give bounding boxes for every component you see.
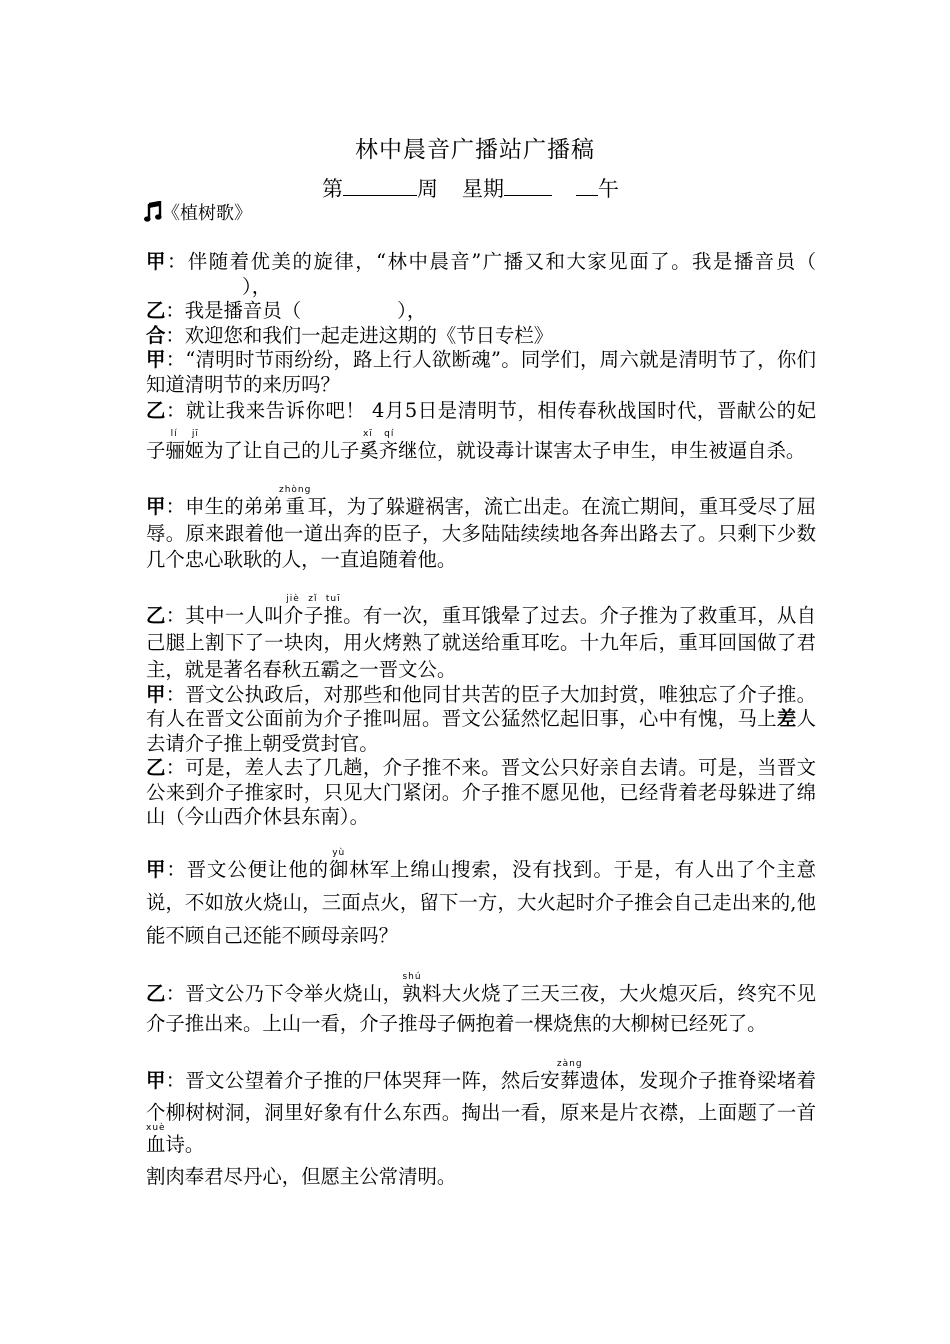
paragraph: 乙：我是播音员（ ）， [146,299,427,322]
paragraph: 乙：其中一人叫介子推jiè zǐ tuī。有一次，重耳饿晕了过去。介子推为了救重耳，从自己腿上割下了一块肉，用火烤熟了就送给重耳吃。十九年后，重耳回国做了君主，就是著名春秋五霸之一晋文公。 [146,593,817,681]
song-line [144,200,252,228]
paragraph: 甲：伴随着优美的旋律，“林中晨音”广播又和大家见面了。我是播音员（）， [146,250,817,298]
pinyin-annotation: 葬zàng [556,1058,583,1092]
week-suffix: 周 [417,177,438,201]
speaker-label: 甲 [146,250,167,273]
paragraph: 甲：晋文公执政后，对那些和他同甘共苦的臣子大加封赏，唯独忘了介子推。有人在晋文公面前为介子推叫屈。晋文公猛然忆起旧事，心中有愧，马上差人去请介子推上朝受赏封官。 [146,682,817,755]
noon-suffix: 午 [598,177,619,201]
paragraph: 乙：就让我来告诉你吧！ 4月5日是清明节，相传春秋战国时代，晋献公的妃子骊姬lí jī为了让自己的儿子奚齐xī qí继位，就设毒计谋害太子申生，申生被逼自杀。 [146,399,817,462]
pinyin-annotation: 孰shú [402,971,423,1005]
speaker-label: 甲 [146,857,167,881]
paragraph: 甲：申生的弟弟重zhòng耳，为了躲避祸害，流亡出走。在流亡期间，重耳受尽了屈辱。原来跟着他一道出奔的臣子，大多陆陆续续地各奔出路去了。只剩下少数几个忠心耿耿的人，一直追随着他。 [146,485,817,571]
weekday-label: 星期 [462,177,504,201]
date-line [322,173,619,204]
script-body [146,250,816,1189]
music-note-icon [144,201,162,223]
paragraph: 乙：晋文公乃下令举火烧山，孰shú料大火烧了三天三夜，大火熄灭后，终究不见介子推出来。上山一看，介子推母子俩抱着一棵烧焦的大柳树已经死了。 [146,971,817,1035]
paragraph: 甲：“清明时节雨纷纷，路上行人欲断魂”。同学们，周六就是清明节了，你们知道清明节的来历吗？ [146,348,817,396]
paragraph: 合：欢迎您和我们一起走进这期的《节日专栏》 [146,323,554,347]
speaker-label: 甲 [146,682,166,706]
speaker-label: 乙 [146,399,166,422]
pinyin-annotation: 骊姬lí jī [165,429,205,462]
speaker-label: 乙 [146,981,166,1005]
speaker-label: 合 [146,323,166,347]
page-title: 林中晨音广播站广播稿 [355,137,595,163]
speaker-label: 甲 [146,495,166,518]
pinyin-annotation: 奚齐xī qí [359,429,399,462]
week-prefix: 第 [322,177,343,201]
paragraph: 甲：晋文公望着介子推的尸体哭拜一阵，然后安葬zàng遗体，发现介子推脊梁堵着个柳树树洞，洞里好象有什么东西。掏出一看，原来是片衣襟，上面题了一首血xuè诗。 [146,1058,817,1156]
weekday-blank [504,173,552,196]
speaker-label: 乙 [146,299,166,322]
speaker-label: 乙 [146,603,166,627]
poem-line: 割肉奉君尽丹心，但愿主公常清明。 [146,1164,457,1188]
speaker-label: 甲 [146,348,166,371]
pinyin-annotation: 介子推jiè zǐ tuī [284,593,344,627]
paragraph: 乙：可是，差人去了几趟，介子推不来。晋文公只好亲自去请。可是，当晋文公来到介子推家时，只见大门紧闭。介子推不愿见他，已经背着老母躲进了绵山（今山西介休县东南）。 [146,756,817,828]
noon-blank [576,173,598,196]
song-title: 《植树歌》 [162,203,252,224]
speaker-label: 乙 [146,756,166,779]
pinyin-annotation: 血xuè [146,1122,166,1156]
paragraph: 甲：晋文公便让他的御yù林军上绵山搜索，没有找到。于是，有人出了个主意说，不如放火烧山，三面点火，留下一方，大火起时介子推会自己走出来的,他能不顾自己还能不顾母亲吗？ [146,847,817,947]
pinyin-annotation: 重zhòng [278,485,312,518]
bold-character: 差 [776,707,797,730]
pinyin-annotation: 御yù [329,847,350,881]
week-blank [343,173,417,196]
speaker-label: 甲 [146,1068,166,1092]
